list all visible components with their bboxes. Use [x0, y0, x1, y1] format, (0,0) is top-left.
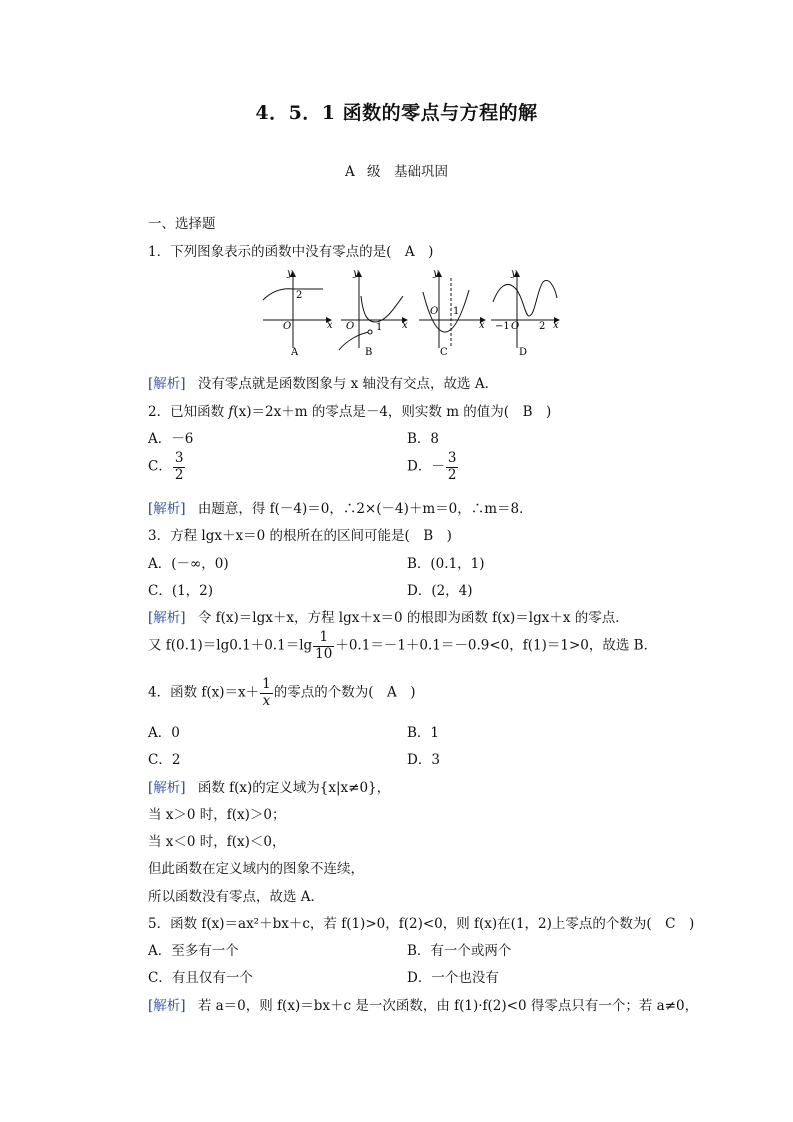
stem-prefix: 2．已知函数	[148, 404, 229, 420]
question-4-analysis-line-4: 但此函数在定义域内的图象不连续，	[148, 861, 364, 877]
question-2-option-d	[407, 451, 459, 483]
page-title: 4．5．1 函数的零点与方程的解	[255, 102, 538, 124]
option-prefix: C．	[148, 458, 172, 475]
graph-a	[263, 272, 331, 348]
svg-text:x: x	[479, 320, 485, 331]
analysis-text: 没有零点就是函数图象与 x 轴没有交点，故选 A．	[197, 376, 499, 392]
svg-text:2: 2	[296, 290, 303, 301]
fraction-numerator: 3	[447, 450, 457, 466]
question-4-analysis-line-2: 当 x＞0 时，f(x)＞0；	[148, 807, 286, 823]
question-3-option-c: C．(1，2)	[148, 583, 214, 599]
svg-text:x: x	[327, 320, 333, 331]
svg-text:O: O	[346, 321, 355, 332]
stem-body: (x)＝2x＋m 的零点是－4，则实数 m 的值为( B )	[233, 404, 552, 420]
analysis-tag: [解析]	[148, 501, 186, 517]
analysis-tag: [解析]	[148, 610, 186, 626]
svg-text:2: 2	[539, 321, 546, 332]
svg-text:−1: −1	[495, 321, 510, 332]
question-4-option-c: C．2	[148, 752, 181, 768]
svg-text:y: y	[511, 268, 517, 279]
svg-text:x: x	[402, 320, 408, 331]
fraction-numerator: 1	[262, 676, 271, 692]
fraction-denominator: 10	[315, 645, 333, 662]
svg-text:1: 1	[376, 322, 383, 333]
question-3-analysis-line-2	[148, 630, 657, 662]
graph-c-label: C	[440, 347, 448, 358]
fraction-denominator: x	[262, 692, 271, 709]
question-1-stem: 1．下列图象表示的函数中没有零点的是( A )	[148, 244, 434, 260]
question-3-stem: 3．方程 lgx＋x＝0 的根所在的区间可能是( B )	[148, 528, 452, 544]
svg-text:y: y	[433, 268, 439, 279]
stem-prefix: 4．函数 f(x)＝x＋	[148, 684, 260, 701]
analysis-text: 令 f(x)＝lgx＋x，方程 lgx＋x＝0 的根即为函数 f(x)＝lgx＋x 的零点．	[197, 610, 629, 626]
graph-c	[419, 272, 485, 348]
fraction-denominator: 2	[447, 466, 457, 483]
svg-text:y: y	[287, 268, 293, 279]
fraction-denominator: 2	[174, 466, 184, 483]
question-4-stem	[148, 677, 416, 709]
question-4-option-a: A．0	[148, 725, 180, 741]
question-2-analysis	[148, 497, 533, 517]
svg-text:O: O	[430, 306, 439, 317]
option-prefix: D．－	[407, 458, 445, 475]
level-heading: A 级 基础巩固	[344, 164, 449, 180]
question-5-option-b: B．有一个或两个	[407, 943, 512, 959]
fraction-numerator: 1	[313, 630, 334, 647]
section-heading: 一、选择题	[148, 216, 216, 232]
question-4-option-d: D．3	[407, 752, 440, 768]
line-prefix: 又 f(0.1)＝lg0.1＋0.1＝lg	[148, 637, 313, 654]
question-4-analysis	[148, 776, 390, 796]
graph-a-label: A	[291, 347, 299, 358]
fraction-numerator: 3	[174, 450, 184, 466]
question-3-option-b: B．(0.1，1)	[407, 556, 485, 572]
question-5-analysis	[148, 994, 698, 1014]
question-3-option-a: A．(－∞，0)	[148, 556, 229, 572]
question-1-analysis	[148, 372, 498, 392]
analysis-text: 函数 f(x)的定义域为{x|x≠0}，	[197, 780, 391, 796]
graph-b-label: B	[365, 347, 373, 358]
question-2-option-b: B．8	[407, 431, 440, 447]
question-2-option-a: A．－6	[148, 431, 194, 447]
question-5-option-a: A．至多有一个	[148, 943, 239, 959]
question-1-graphs	[255, 266, 565, 360]
question-2-option-c	[148, 451, 186, 483]
question-5-option-c: C．有且仅有一个	[148, 970, 253, 986]
graph-b	[339, 272, 407, 350]
question-5-option-d: D．一个也没有	[407, 970, 499, 986]
question-3-option-d: D．(2，4)	[407, 583, 473, 599]
stem-fn: f	[228, 404, 234, 420]
graph-d-label: D	[519, 347, 528, 358]
analysis-text: 由题意，得 f(－4)＝0，∴2×(－4)＋m＝0，∴m＝8．	[197, 501, 533, 517]
question-4-analysis-line-5: 所以函数没有零点，故选 A．	[148, 889, 325, 905]
svg-text:1: 1	[453, 306, 460, 317]
svg-text:x: x	[553, 320, 559, 331]
question-5-stem: 5．函数 f(x)＝ax²＋bx＋c，若 f(1)>0，f(2)<0，则 f(x)在(1，2)上零点的个数为( C )	[148, 916, 695, 932]
question-4-option-b: B．1	[407, 725, 440, 741]
graph-d	[491, 272, 559, 348]
svg-text:y: y	[353, 268, 359, 279]
svg-text:O: O	[283, 321, 292, 332]
question-2-stem	[148, 400, 551, 420]
stem-suffix: 的零点的个数为( A )	[273, 684, 416, 701]
question-3-analysis	[148, 606, 629, 626]
analysis-tag: [解析]	[148, 780, 186, 796]
analysis-text: 若 a＝0，则 f(x)＝bx＋c 是一次函数，由 f(1)·f(2)<0 得零点只有一个；若 a≠0，	[197, 998, 699, 1014]
svg-text:O: O	[511, 321, 520, 332]
analysis-tag: [解析]	[148, 998, 186, 1014]
question-4-analysis-line-3: 当 x＜0 时，f(x)＜0，	[148, 834, 286, 850]
line-suffix: ＋0.1＝－1＋0.1＝－0.9<0，f(1)＝1>0，故选 B．	[335, 637, 658, 654]
analysis-tag: [解析]	[148, 376, 186, 392]
